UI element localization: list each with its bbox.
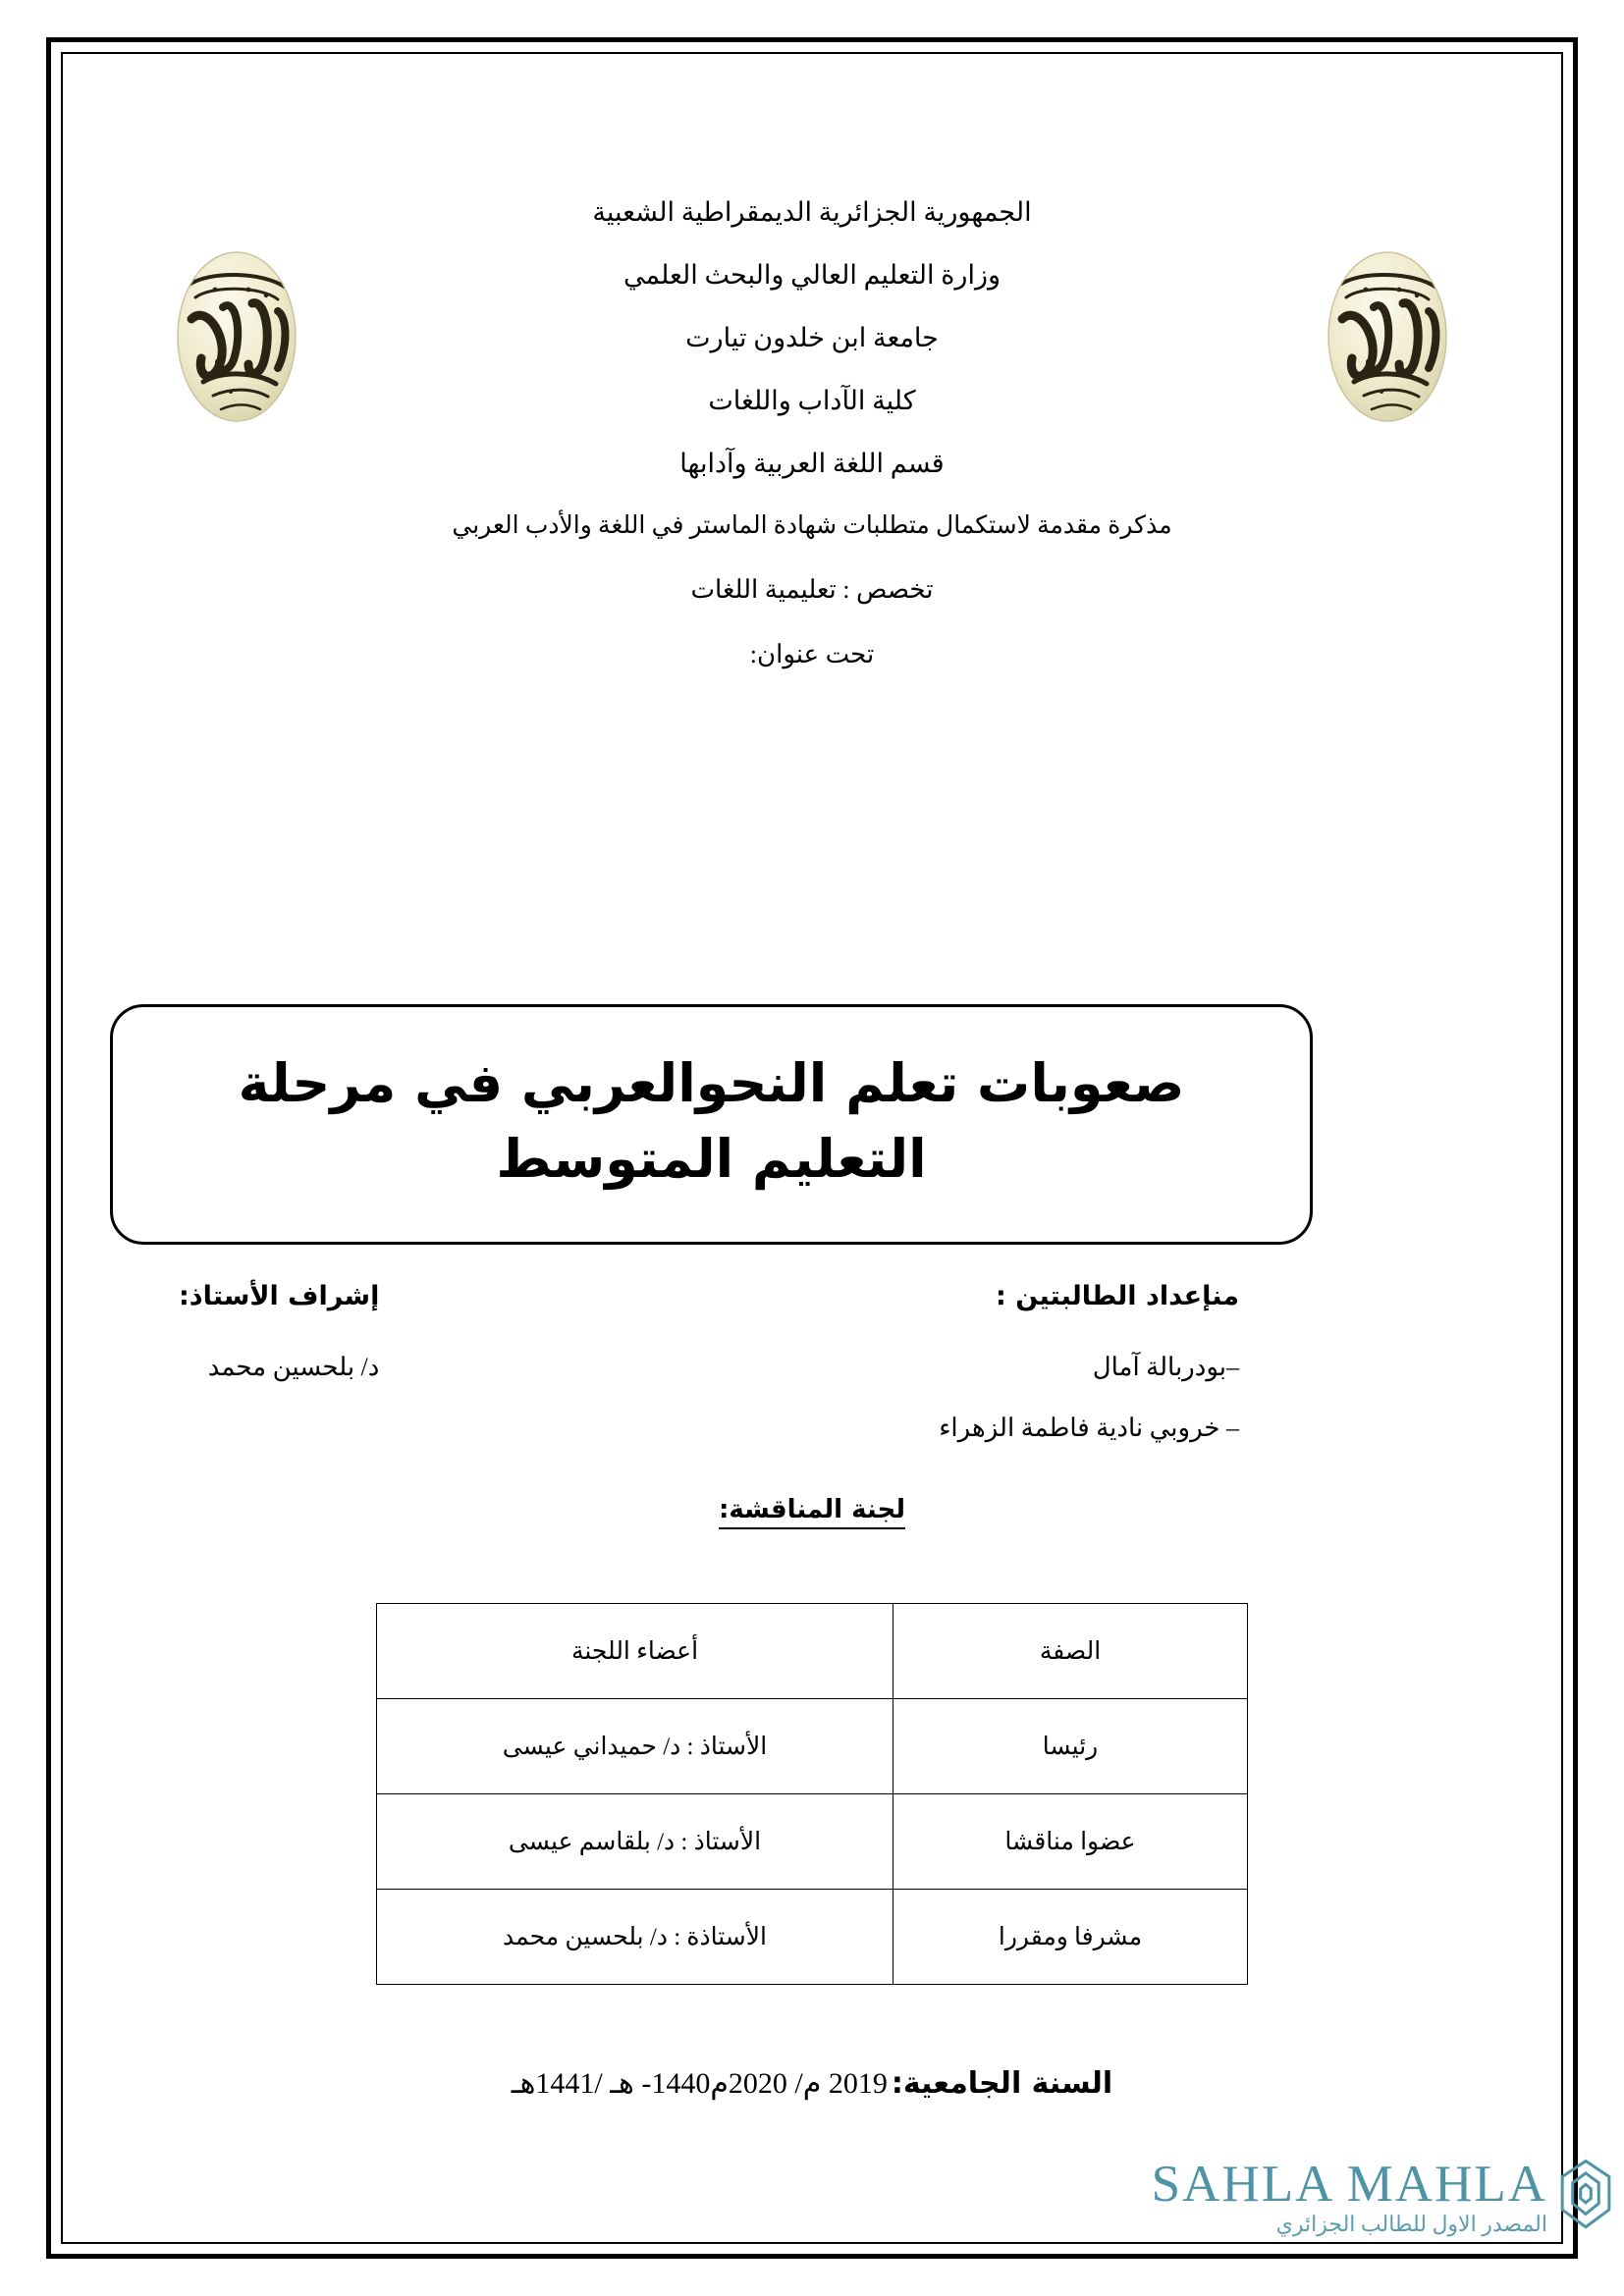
- sahla-mahla-logo-icon: [1555, 2158, 1616, 2237]
- jury-member-1: الأستاذ : د/ حميداني عيسى: [377, 1699, 893, 1794]
- sahla-mahla-brand: SAHLA MAHLA: [1151, 2156, 1547, 2214]
- sahla-mahla-tagline: المصدر الاول للطالب الجزائري: [1275, 2212, 1547, 2237]
- supervisor-name: د/ بلحسين محمد: [207, 1353, 380, 1381]
- header-line-university: جامعة ابن خلدون تيارت: [685, 323, 939, 352]
- header-line-faculty: كلية الآداب واللغات: [708, 386, 916, 415]
- sahla-mahla-text: [1152, 2158, 1547, 2236]
- supervisor-label: إشراف الأستاذ:: [179, 1281, 380, 1311]
- academic-year-value: 2019 م/ 2020م1440- هـ /1441هـ: [511, 2067, 888, 2100]
- table-row: [377, 1794, 1248, 1890]
- academic-year: [61, 2066, 1563, 2101]
- students-block: [939, 1281, 1239, 1474]
- jury-member-3: الأستاذة : د/ بلحسين محمد: [377, 1890, 893, 1985]
- table-row: [377, 1890, 1248, 1985]
- jury-role-3: مشرفا ومقررا: [893, 1890, 1248, 1985]
- thesis-title: [239, 1046, 1185, 1197]
- institution-header: [61, 199, 1563, 513]
- credits-section: [61, 1281, 1563, 1468]
- jury-column-header-role: الصفة: [893, 1604, 1248, 1699]
- student-name-1: –بودربالة آمال: [1092, 1353, 1239, 1381]
- jury-table-header-row: [377, 1604, 1248, 1699]
- submission-statement: [61, 513, 1563, 707]
- thesis-title-line-1: صعوبات تعلم النحوالعربي في مرحلة: [238, 1051, 1185, 1114]
- jury-member-2: الأستاذ : د/ بلقاسم عيسى: [377, 1794, 893, 1890]
- header-line-country: الجمهورية الجزائرية الديمقراطية الشعبية: [592, 197, 1032, 227]
- jury-role-1: رئيسا: [893, 1699, 1248, 1794]
- table-row: [377, 1699, 1248, 1794]
- thesis-title-box: [110, 1004, 1313, 1245]
- student-name-2: – خروبي نادية فاطمة الزهراء: [939, 1414, 1239, 1442]
- jury-role-2: عضوا مناقشا: [893, 1794, 1248, 1890]
- page-content: [61, 52, 1563, 2244]
- header-line-department: قسم اللغة العربية وآدابها: [679, 449, 945, 478]
- jury-table-container: [61, 1603, 1563, 1985]
- students-label: منإعداد الطالبتين :: [996, 1281, 1239, 1311]
- jury-table: [376, 1603, 1248, 1985]
- jury-column-header-member: أعضاء اللجنة: [377, 1604, 893, 1699]
- submission-specialization: تخصص : تعليمية اللغات: [690, 575, 934, 604]
- sahla-mahla-watermark: [1106, 2158, 1616, 2237]
- submission-degree-line: مذكرة مقدمة لاستكمال متطلبات شهادة الماستر في اللغة والأدب العربي: [452, 512, 1172, 539]
- submission-under-title-label: تحت عنوان:: [749, 640, 875, 668]
- jury-label-text: لجنة المناقشة:: [719, 1495, 905, 1529]
- header-line-ministry: وزارة التعليم العالي والبحث العلمي: [623, 260, 1001, 290]
- jury-section-label: [61, 1495, 1563, 1524]
- supervisor-block: [179, 1281, 379, 1414]
- thesis-title-line-2: التعليم المتوسط: [496, 1127, 927, 1190]
- academic-year-label: السنة الجامعية:: [891, 2066, 1113, 2101]
